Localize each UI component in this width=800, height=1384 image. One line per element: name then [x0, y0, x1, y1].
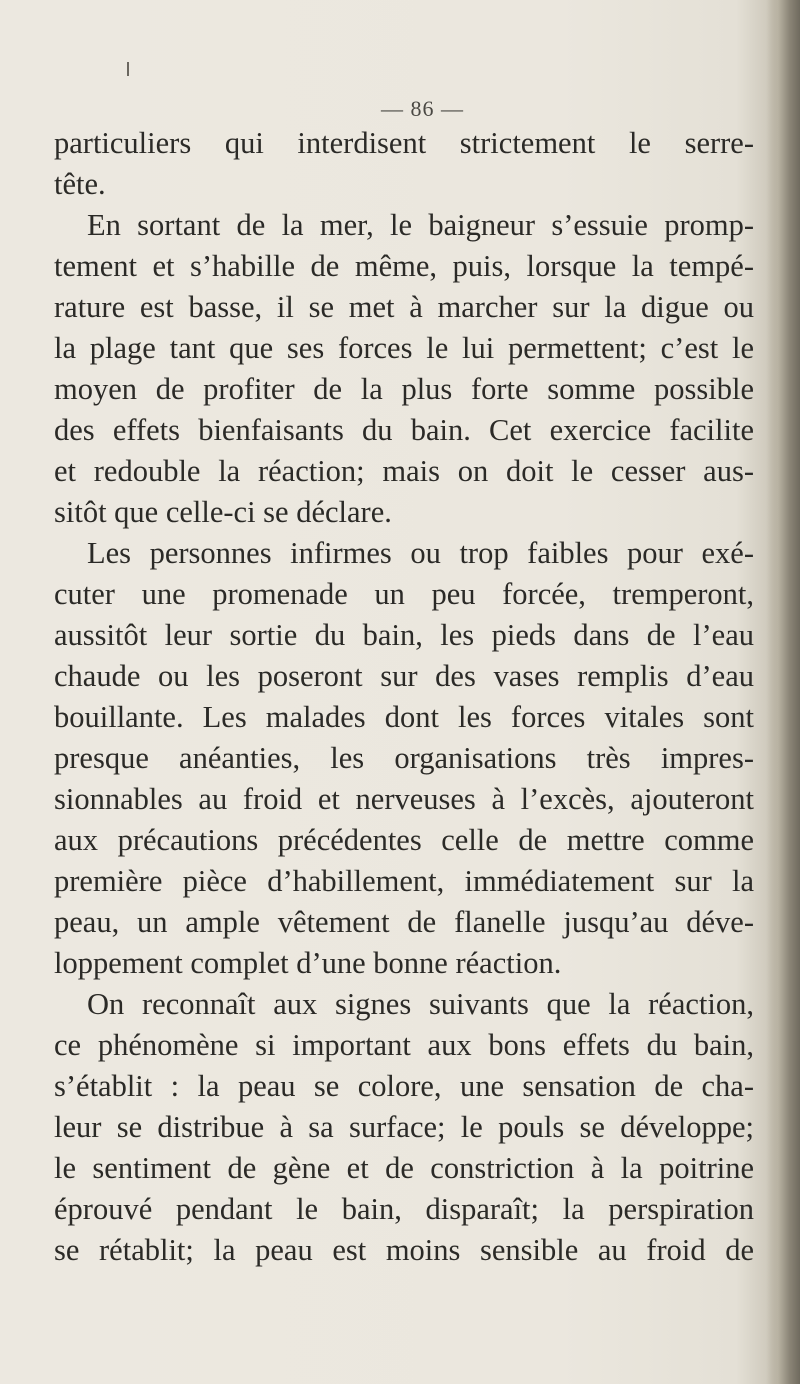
text-line: tête.: [54, 167, 106, 201]
text-line: se rétablit; la peau est moins sensible au froid de: [54, 1233, 754, 1267]
text-line: cuter une promenade un peu forcée, tremperont,: [54, 577, 754, 611]
text-line: la plage tant que ses forces le lui permettent; c’est le: [54, 331, 754, 365]
text-line: tement et s’habille de même, puis, lorsque la tempé-: [54, 249, 754, 283]
text-line: le sentiment de gène et de constriction à la poitrine: [54, 1151, 754, 1185]
text-line: sitôt que celle-ci se déclare.: [54, 495, 392, 529]
text-line: peau, un ample vêtement de flanelle jusqu’au déve-: [54, 905, 754, 939]
text-line: rature est basse, il se met à marcher sur la digue ou: [54, 290, 754, 324]
text-line: ce phénomène si important aux bons effets du bain,: [54, 1028, 754, 1062]
text-line: On reconnaît aux signes suivants que la réaction,: [87, 987, 754, 1021]
page-edge-shadow: [766, 0, 800, 1384]
text-line: aux précautions précédentes celle de mettre comme: [54, 823, 754, 857]
text-line: Les personnes infirmes ou trop faibles pour exé-: [87, 536, 754, 570]
text-line: presque anéanties, les organisations très impres-: [54, 741, 754, 775]
text-line: et redouble la réaction; mais on doit le cesser aus-: [54, 454, 754, 488]
text-line: particuliers qui interdisent strictement le serre-: [54, 126, 754, 160]
text-line: En sortant de la mer, le baigneur s’essuie promp-: [87, 208, 754, 242]
text-line: moyen de profiter de la plus forte somme possible: [54, 372, 754, 406]
text-line: chaude ou les poseront sur des vases remplis d’eau: [54, 659, 754, 693]
text-line: des effets bienfaisants du bain. Cet exercice facilite: [54, 413, 754, 447]
text-line: sionnables au froid et nerveuses à l’excès, ajouteront: [54, 782, 754, 816]
text-line: bouillante. Les malades dont les forces vitales sont: [54, 700, 754, 734]
body-text: [54, 123, 754, 1271]
page-number: — 86 —: [381, 96, 464, 121]
text-line: loppement complet d’une bonne réaction.: [54, 946, 562, 980]
printer-mark: [127, 62, 129, 76]
text-line: leur se distribue à sa surface; le pouls se développe;: [54, 1110, 754, 1144]
text-line: s’établit : la peau se colore, une sensation de cha-: [54, 1069, 754, 1103]
text-line: aussitôt leur sortie du bain, les pieds dans de l’eau: [54, 618, 754, 652]
text-line: première pièce d’habillement, immédiatement sur la: [54, 864, 754, 898]
text-line: éprouvé pendant le bain, disparaît; la perspiration: [54, 1192, 754, 1226]
